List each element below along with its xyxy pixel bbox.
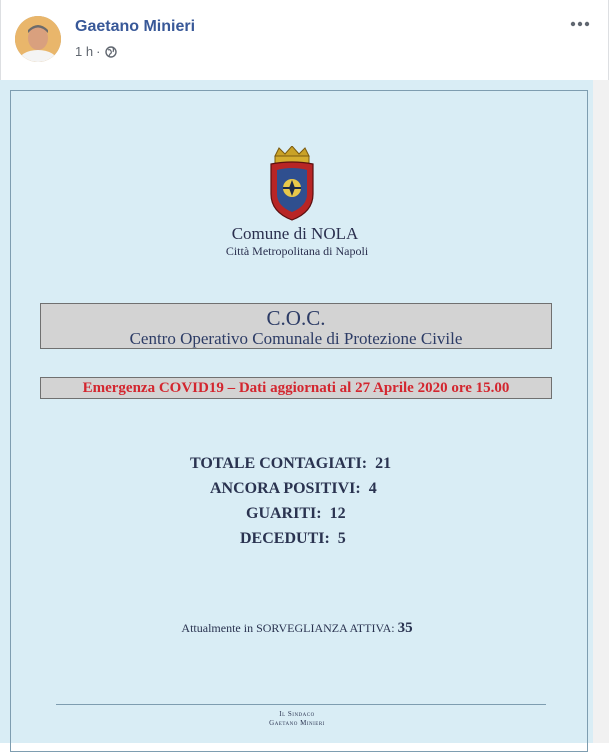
post-time[interactable]: 1 h [75,44,94,59]
stat-value: 21 [375,455,392,472]
stat-value: 4 [368,480,377,497]
stat-value: 12 [329,505,346,522]
citta-subtitle: Città Metropolitana di Napoli [225,244,369,258]
surveillance-prefix: Attualmente in [181,621,254,635]
stat-label: GUARITI: [246,505,322,522]
emergency-banner: Emergenza COVID19 – Dati aggiornati al 27 Aprile 2020 ore 15.00 [40,377,552,399]
author-name-link[interactable]: Gaetano Minieri [75,18,196,35]
post-header [0,0,609,80]
globe-icon[interactable] [105,46,117,58]
surveillance-label: SORVEGLIANZA ATTIVA: [256,621,395,635]
signature-block [0,710,594,728]
coat-of-arms-icon [265,146,319,222]
stat-row-totale [190,455,391,473]
footer-divider [56,704,546,705]
avatar-photo [15,16,61,62]
coc-title: C.O.C. [266,306,326,330]
surveillance-value: 35 [397,620,413,636]
coc-header-box [40,303,552,349]
stat-label: DECEDUTI: [240,530,330,547]
signature-title: Il Sindaco [279,710,315,718]
stat-row-guariti [246,505,346,523]
stat-row-deceduti [240,530,346,548]
stat-label: ANCORA POSITIVI: [210,480,361,497]
stat-value: 5 [337,530,346,547]
post-meta [75,44,117,59]
coc-subtitle: Centro Operativo Comunale di Protezione Civile [129,329,463,348]
scrollbar[interactable] [593,80,609,743]
comune-title: Comune di NOLA [231,224,359,243]
post-image[interactable] [0,80,609,743]
stat-row-positivi [210,480,377,498]
stat-label: TOTALE CONTAGIATI: [190,455,368,472]
surveillance-line [0,620,594,637]
avatar[interactable] [15,16,61,62]
more-options-icon[interactable] [568,14,592,34]
signature-name: Gaetano Minieri [269,719,325,727]
meta-separator: · [96,44,101,59]
